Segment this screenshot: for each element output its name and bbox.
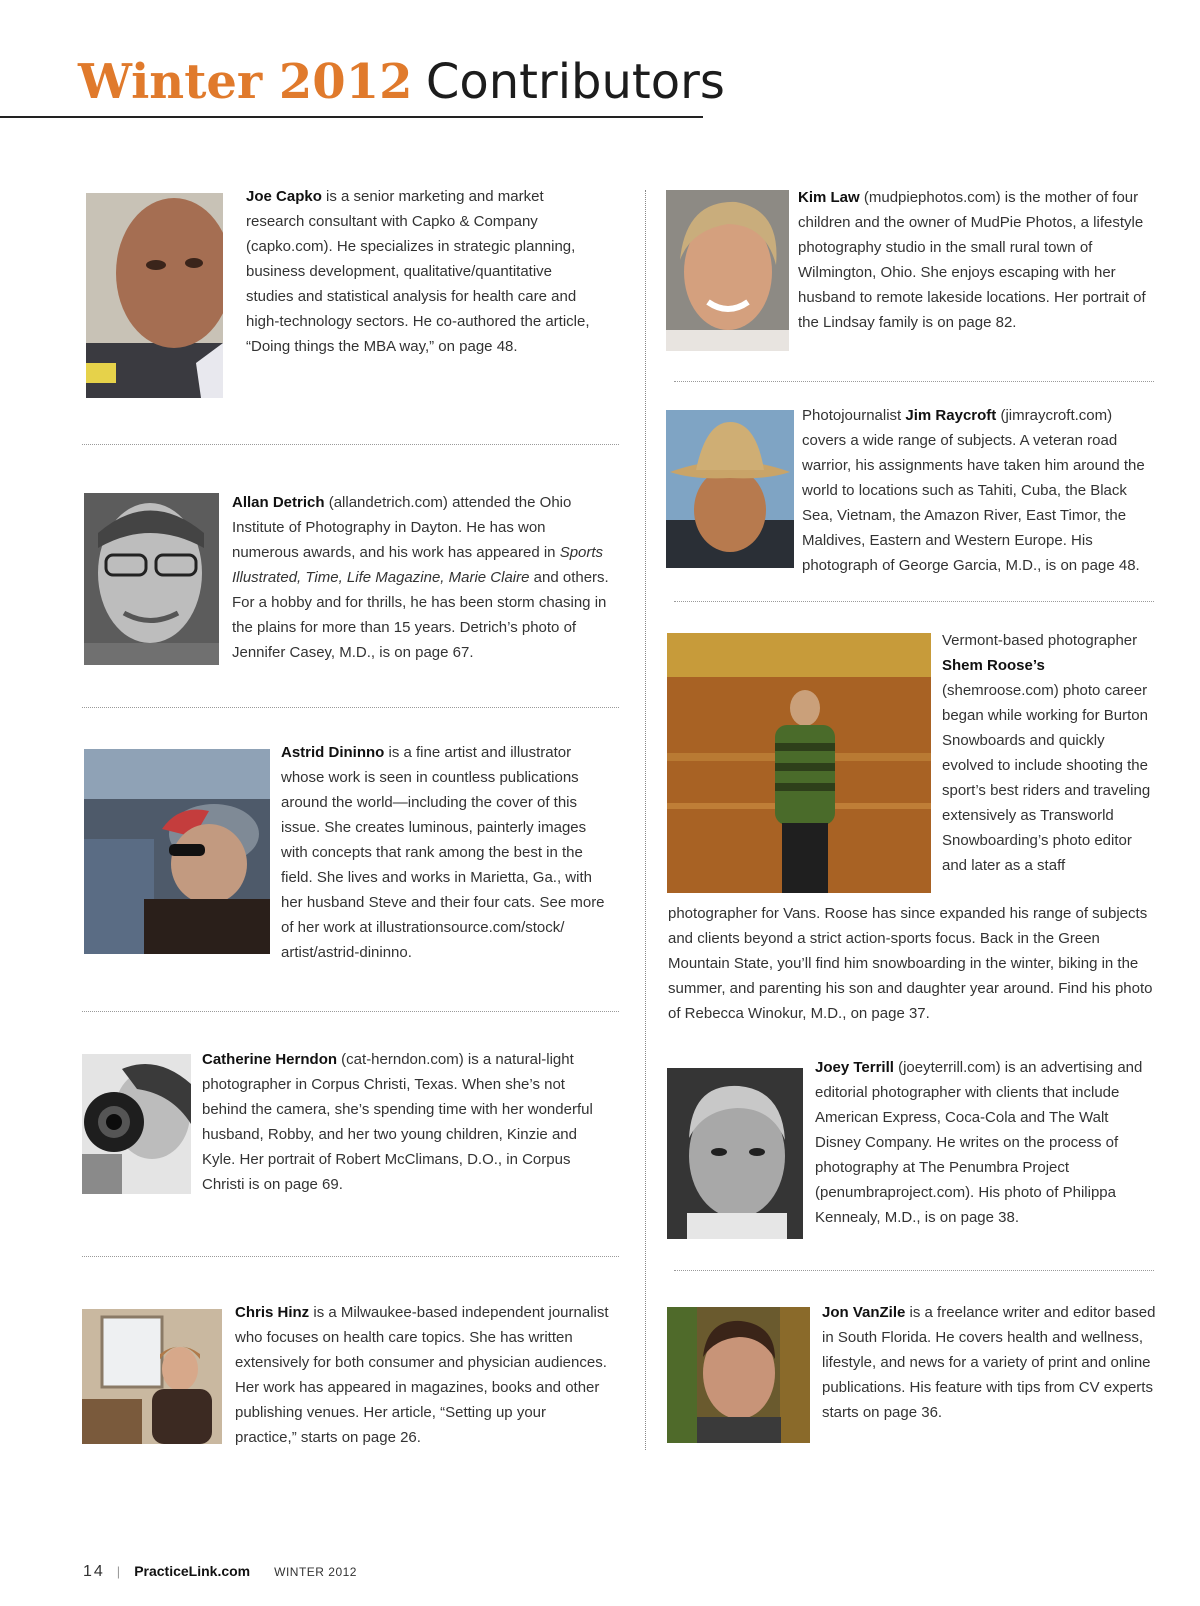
column-divider — [645, 190, 646, 1450]
section-separator — [674, 601, 1154, 602]
contributor-name: Chris Hinz — [235, 1304, 310, 1321]
contributor-name: Shem Roose’s — [942, 657, 1045, 674]
contributor-name: Jon VanZile — [822, 1304, 906, 1321]
contributor-name: Allan Detrich — [232, 494, 325, 511]
title-underline — [0, 116, 703, 118]
portrait-kim-law — [666, 190, 789, 351]
bio-text: is a freelance writer and editor based in South Florida. He covers health and wellness, lifestyle, and news for a variety of print and online publications. His feature with tips from CV experts starts on page 36. — [822, 1304, 1156, 1421]
bio-text: is a senior marketing and market research consultant with Capko & Company (capko.com). He specializes in strategic planning, business development, qualitative/quantitative studies and statistical analysis for health care and high-technology sectors. He co-authored the article, “Doing things the MBA way,” on page 48. — [246, 188, 590, 355]
contributor-name: Kim Law — [798, 189, 860, 206]
bio-prefix: Photojournalist — [802, 407, 906, 424]
contributor-name: Joey Terrill — [815, 1059, 894, 1076]
portrait-joe-capko — [86, 193, 223, 398]
section-separator — [82, 444, 619, 445]
page-number: 14 — [83, 1563, 105, 1580]
portrait-jim-raycroft — [666, 410, 794, 568]
footer-divider: | — [116, 1564, 121, 1579]
bio-joey-terrill — [815, 1055, 1157, 1230]
bio-astrid-dininno — [281, 740, 611, 965]
section-separator — [674, 1270, 1154, 1271]
bio-joe-capko — [246, 184, 602, 359]
portrait-catherine-herndon — [82, 1054, 191, 1194]
portrait-joey-terrill — [667, 1068, 803, 1239]
bio-chris-hinz — [235, 1300, 610, 1450]
portrait-astrid-dininno — [84, 749, 270, 954]
footer-site: PracticeLink.com — [134, 1563, 251, 1579]
bio-shem-roose-continued — [668, 901, 1158, 1026]
bio-text: is a Milwaukee-based independent journalist who focuses on health care topics. She has written extensively for both consumer and physician audiences. Her work has appeared in magazines, books and other publishing venues. Her article, “Setting up your practice,” starts on page 26. — [235, 1304, 609, 1446]
title-accent: Winter 2012 — [78, 54, 413, 110]
bio-shem-roose-intro — [942, 628, 1156, 878]
section-separator — [82, 1011, 619, 1012]
bio-text: (shemroose.com) photo career began while working for Burton Snowboards and quickly evolved to include shooting the sport’s best riders and traveling extensively as Transworld Snowboarding’s photo editor and later as a staff — [942, 682, 1151, 874]
section-separator — [674, 381, 1154, 382]
bio-text: and others. For a hobby and for thrills, he has been storm chasing in the plains for more than 15 years. Detrich’s photo of Jennifer Casey, M.D., is on page 67. — [232, 569, 609, 661]
bio-text: is a fine artist and illustrator whose work is seen in countless publications around the world—including the cover of this issue. She creates luminous, painterly images with concepts that rank among the best in the field. She lives and works in Marietta, Ga., with her husband Steve and their four cats. See more of her work at illustrationsource.com/stock/ artist/astrid-dininno. — [281, 744, 605, 961]
bio-jon-vanzile — [822, 1300, 1156, 1425]
section-separator — [82, 707, 619, 708]
page-title — [78, 52, 725, 113]
bio-allan-detrich — [232, 490, 610, 665]
title-rest: Contributors — [425, 54, 725, 110]
bio-text: (jimraycroft.com) covers a wide range of subjects. A veteran road warrior, his assignments have taken him around the world to locations such as Tahiti, Cuba, the Black Sea, Vietnam, the Amazon River, East Timor, the Maldives, Eastern and Western Europe. His photograph of George Garcia, M.D., is on page 48. — [802, 407, 1145, 574]
bio-text: (cat-herndon.com) is a natural-light photographer in Corpus Christi, Texas. When she’s not behind the camera, she’s spending time with her wonderful husband, Robby, and her two young children, Kinzie and Kyle. Her portrait of Robert McClimans, D.O., in Corpus Christi is on page 69. — [202, 1051, 593, 1193]
publication-list: Sports Illustrated, Time, Life Magazine, Marie Claire — [232, 544, 604, 586]
page-footer — [83, 1563, 357, 1581]
bio-text: (joeyterrill.com) is an advertising and editorial photographer with clients that include American Express, Coca-Cola and The Walt Disney Company. He writes on the process of photography at The Penumbra Project (penumbraproject.com). His photo of Philippa Kennealy, M.D., is on page 38. — [815, 1059, 1143, 1226]
contributor-name: Astrid Dininno — [281, 744, 385, 761]
bio-catherine-herndon — [202, 1047, 612, 1197]
contributor-name: Joe Capko — [246, 188, 322, 205]
bio-text: (allandetrich.com) attended the Ohio Institute of Photography in Dayton. He has won numerous awards, and his work has appeared in — [232, 494, 572, 561]
contributor-name: Jim Raycroft — [905, 407, 997, 424]
section-separator — [82, 1256, 619, 1257]
portrait-allan-detrich — [84, 493, 219, 665]
bio-kim-law — [798, 185, 1148, 335]
portrait-jon-vanzile — [667, 1307, 810, 1443]
portrait-shem-roose — [667, 633, 931, 893]
bio-text: (mudpiephotos.com) is the mother of four children and the owner of MudPie Photos, a lifestyle photography studio in the small rural town of Wilmington, Ohio. She enjoys escaping with her husband to remote lakeside locations. Her portrait of the Lindsay family is on page 82. — [798, 189, 1146, 331]
bio-jim-raycroft — [802, 403, 1154, 578]
footer-issue: WINTER 2012 — [274, 1565, 357, 1579]
bio-prefix: Vermont-based photographer — [942, 632, 1138, 649]
bio-text: photographer for Vans. Roose has since expanded his range of subjects and clients beyond a strict action-sports focus. Back in the Green Mountain State, you’ll find him snowboarding in the winter, biking in the summer, and parenting his son and daughter year around. Find his photo of Rebecca Winokur, M.D., on page 37. — [668, 905, 1153, 1022]
contributor-name: Catherine Herndon — [202, 1051, 338, 1068]
portrait-chris-hinz — [82, 1309, 222, 1444]
